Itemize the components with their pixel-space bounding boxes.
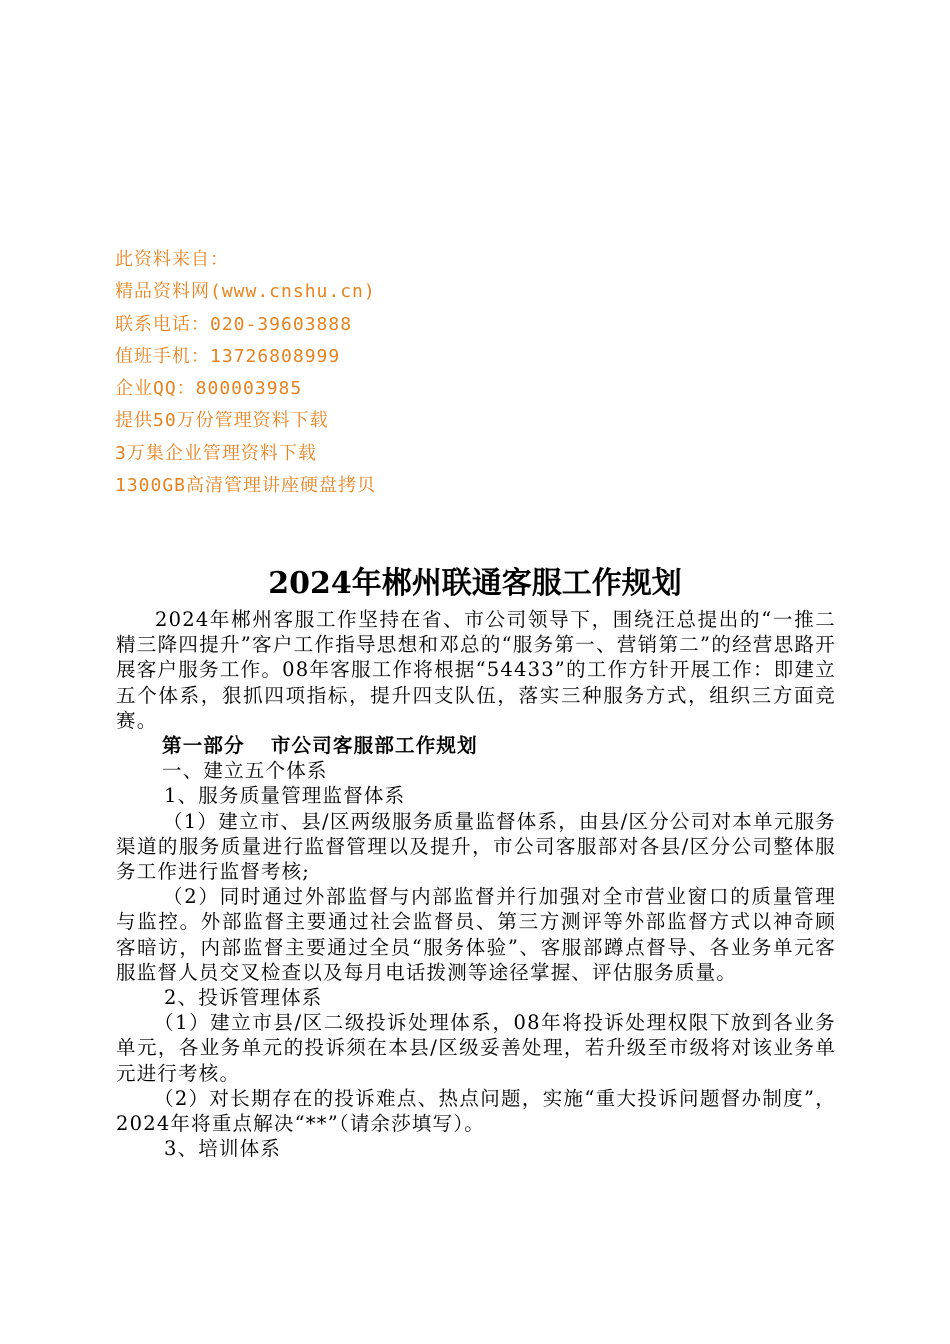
document-body (116, 607, 836, 1161)
source-line-qq: 企业QQ：800003985 (115, 378, 303, 400)
item-paragraph: （2）同时通过外部监督与内部监督并行加强对全市营业窗口的质量管理与监控。外部监督主要通过社会监督员、第三方测评等外部监督方式以神奇顾客暗访，内部监督主要通过全员“服务体验”、客服部蹲点督导、各业务单元客服监督人员交叉检查以及每月电话拨测等途径掌握、评估服务质量。 (116, 885, 836, 984)
source-line-website: 精品资料网(www.cnshu.cn) (115, 281, 376, 303)
part-heading (116, 733, 836, 758)
source-line-phone: 联系电话：020-39603888 (115, 313, 353, 335)
source-line: 1300GB高清管理讲座硬盘拷贝 (115, 475, 377, 497)
intro-paragraph: 2024年郴州客服工作坚持在省、市公司领导下，围绕汪总提出的“一推二精三降四提升”客户工作指导思想和邓总的“服务第一、营销第二”的经营思路开展客户服务工作。08年客服工作将根据“54433”的工作方针开展工作：即建立五个体系，狠抓四项指标，提升四支队伍，落实三种服务方式，组织三方面竞赛。 (116, 608, 836, 732)
source-line: 提供50万份管理资料下载 (115, 410, 329, 432)
item-paragraph: （2）对长期存在的投诉难点、热点问题，实施“重大投诉问题督办制度”，2024年将重点解决“**”（请余莎填写）。 (116, 1086, 836, 1136)
item-heading: 3、培训体系 (164, 1137, 282, 1161)
source-line: 3万集企业管理资料下载 (115, 442, 317, 464)
source-info-block (115, 244, 675, 502)
source-line: 此资料来自： (115, 249, 229, 270)
section-heading: 一、建立五个体系 (162, 759, 328, 783)
part-label: 第一部分 (162, 734, 245, 758)
item-paragraph: （1）建立市县/区二级投诉处理体系，08年将投诉处理权限下放到各业务单元，各业务单元的投诉须在本县/区级妥善处理，若升级至市级将对该业务单元进行考核。 (116, 1011, 836, 1085)
item-paragraph: （1）建立市、县/区两级服务质量监督体系，由县/区分公司对本单元服务渠道的服务质量进行监督管理以及提升，市公司客服部对各县/区分公司整体服务工作进行监督考核; (116, 809, 836, 884)
document-title: 2024年郴州联通客服工作规划 (268, 566, 682, 601)
part-title: 市公司客服部工作规划 (270, 734, 478, 758)
source-line-mobile: 值班手机：13726808999 (115, 345, 341, 367)
item-heading: 2、投诉管理体系 (164, 986, 323, 1010)
item-heading: 1、服务质量管理监督体系 (164, 784, 406, 808)
